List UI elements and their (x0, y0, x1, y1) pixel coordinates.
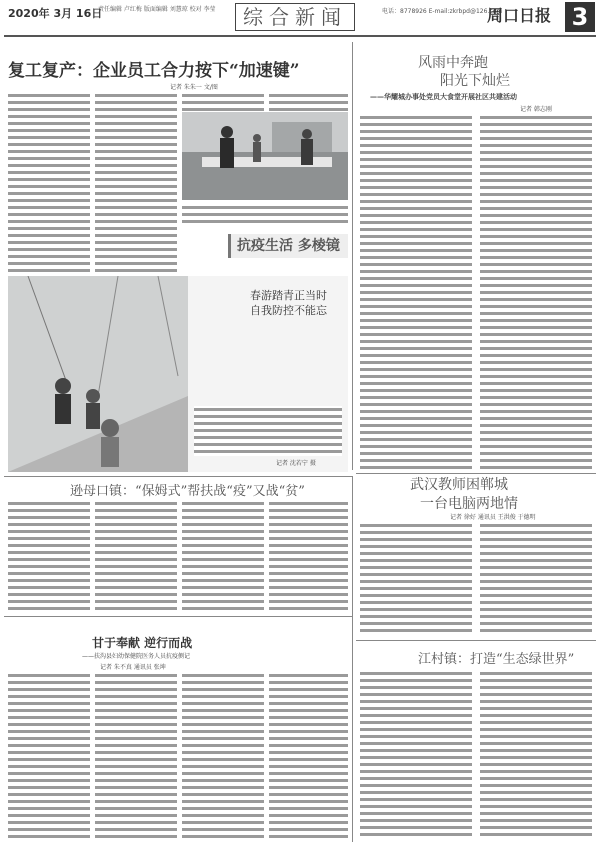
article1-body-col2 (95, 92, 177, 274)
article3-headline-line1: 武汉教师困郸城 (410, 477, 508, 493)
article5-body-col1 (8, 672, 90, 840)
editor-credits: 责任编辑 卢红梅 版面编辑 刘慧琼 校对 李莹 (98, 6, 216, 13)
newspaper-logo: 周口日报 (487, 6, 552, 25)
article-divider-left2 (4, 616, 352, 617)
article1-byline: 记者 朱朱一 文/图 (170, 84, 218, 91)
section-title: 综合新闻 (235, 3, 355, 31)
article-divider-left (4, 476, 352, 477)
column-divider-lower (352, 476, 353, 842)
article2-byline: 记者 韩志刚 (520, 106, 552, 113)
caption-body (194, 406, 342, 456)
article4-body-col4 (269, 500, 348, 610)
article2-subhead: ——华耀城办事处党员大食堂开展社区共建活动 (370, 93, 517, 101)
article1-body-tail (182, 204, 348, 224)
article5-body-col4 (269, 672, 348, 840)
article4-headline: 逊母口镇：“保姆式”帮扶战“疫”又战“贫” (70, 484, 305, 499)
page-number: 3 (565, 2, 595, 32)
article5-subhead: ——扶沟县妇幼保健院医务人员抗疫侧记 (82, 653, 191, 660)
article2-headline-line2: 阳光下灿烂 (440, 73, 510, 89)
article3-byline: 记者 徐好 通讯员 王洪俊 于德明 (450, 514, 536, 521)
contact-info: 电话：8778926 E-mail:zkrbpd@126.com (382, 8, 503, 15)
article2-body-col1 (360, 114, 472, 470)
article3-body-col1 (360, 522, 472, 636)
article4-body-col3 (182, 500, 264, 610)
article6-headline: 江村镇：打造“生态绿世界” (418, 652, 575, 667)
article4-body-col1 (8, 500, 90, 610)
children-photo (8, 276, 188, 472)
article1-photo (182, 112, 348, 200)
article5-headline: 甘于奉献 逆行而战 (92, 636, 193, 650)
caption-byline: 记者 沈若宁 摄 (276, 460, 316, 467)
issue-date: 2020年 3月 16日 (8, 7, 103, 20)
article6-body-col1 (360, 670, 472, 840)
article1-body-col1 (8, 92, 90, 274)
article-divider-right2 (356, 640, 596, 641)
article2-headline-line1: 风雨中奔跑 (418, 55, 488, 71)
article5-body-col3 (182, 672, 264, 840)
caption-title-line1: 春游踏青正当时 (250, 289, 327, 302)
article5-body-col2 (95, 672, 177, 840)
banner-label: 抗疫生活 多棱镜 (228, 234, 348, 258)
caption-title-line2: 自我防控不能忘 (250, 304, 327, 317)
column-divider (352, 42, 353, 470)
children-running-illustration (8, 276, 188, 472)
workers-photo-illustration (182, 112, 348, 200)
page-header (0, 0, 600, 40)
article1-headline: 复工复产：企业员工合力按下“加速键” (8, 61, 300, 81)
article5-byline: 记者 朱不真 通讯员 张坤 (100, 664, 166, 671)
photo-caption-box (188, 276, 348, 472)
header-rule (4, 35, 596, 37)
article4-body-col2 (95, 500, 177, 610)
article3-headline-line2: 一台电脑两地情 (420, 496, 518, 512)
article3-body-col2 (480, 522, 592, 636)
article2-body-col2 (480, 114, 592, 470)
article6-body-col2 (480, 670, 592, 840)
